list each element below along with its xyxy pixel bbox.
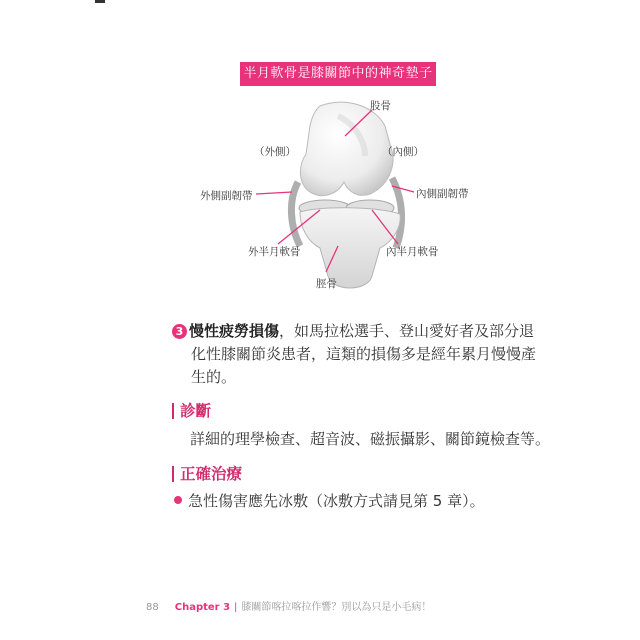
- page-footer: [146, 598, 431, 613]
- paragraph-line-1: [172, 320, 535, 343]
- chapter-label: Chapter 3: [174, 602, 231, 613]
- label-medial-meniscus: 內半月軟骨: [386, 246, 439, 258]
- lateral-collateral-ligament-shape: [291, 182, 300, 246]
- femur-bone: [300, 102, 393, 196]
- paragraph-line-1-rest: ，如馬拉松選手、登山愛好者及部分退: [279, 322, 535, 340]
- paragraph-line-2: 化性膝關節炎患者，這類的損傷多是經年累月慢慢產: [191, 345, 537, 363]
- pointer-lateral-collateral: [256, 192, 292, 194]
- paragraph-line-3: 生的。: [191, 368, 237, 386]
- label-lateral-side: （外側）: [254, 146, 296, 158]
- label-lateral-meniscus: 外半月軟骨: [248, 246, 301, 258]
- treatment-bullet-item: [174, 490, 485, 511]
- item-number-badge: 3: [172, 324, 187, 339]
- label-lateral-collateral-ligament: 外側副韌帶: [200, 190, 253, 202]
- treatment-heading: 正確治療: [172, 466, 242, 482]
- label-medial-side: （內側）: [382, 146, 424, 158]
- diagnosis-text: 詳細的理學檢查、超音波、磁振攝影、關節鏡檢查等。: [190, 430, 551, 448]
- chapter-title: 膝關節喀拉喀拉作響？別以為只是小毛病！: [241, 602, 432, 613]
- top-crop-mark: [95, 0, 105, 3]
- chronic-injury-paragraph: [172, 320, 537, 389]
- bullet-dot-icon: [174, 496, 182, 504]
- diagnosis-heading: 診斷: [172, 403, 211, 419]
- page-number: 88: [146, 602, 159, 613]
- footer-separator: |: [234, 602, 238, 613]
- chronic-injury-term: 慢性疲勞損傷: [189, 322, 280, 340]
- knee-anatomy-figure: [160, 96, 500, 296]
- treatment-bullet-text: 急性傷害應先冰敷（冰敷方式請見第 5 章）。: [188, 492, 485, 510]
- label-tibia: 脛骨: [316, 278, 337, 290]
- label-femur: 股骨: [370, 100, 391, 112]
- label-medial-collateral-ligament: 內側副韌帶: [416, 188, 469, 200]
- figure-title-banner: 半月軟骨是膝關節中的神奇墊子: [240, 62, 436, 86]
